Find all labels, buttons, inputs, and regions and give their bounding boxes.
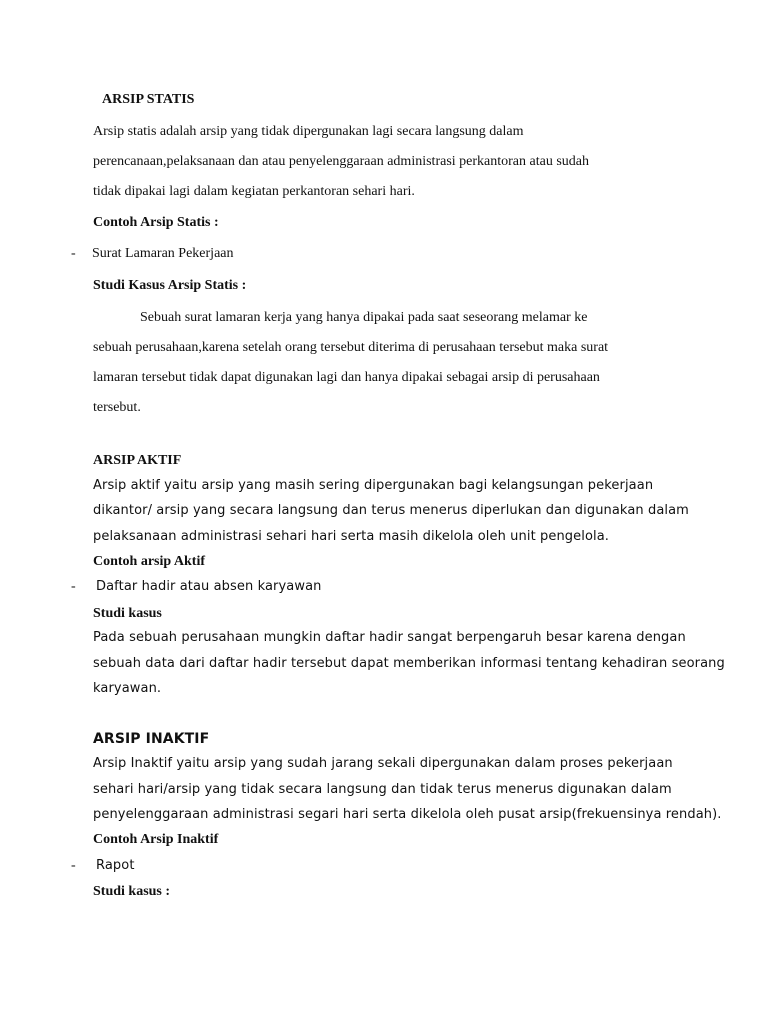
statis-case-heading: Studi Kasus Arsip Statis :: [93, 278, 247, 293]
statis-example-heading: Contoh Arsip Statis :: [93, 215, 219, 230]
inaktif-definition-line-3: penyelenggaraan administrasi segari hari serta dikelola oleh pusat arsip(frekuensinya rendah).: [93, 807, 722, 822]
aktif-case-line-3: karyawan.: [93, 681, 162, 696]
statis-case-line-4: tersebut.: [93, 400, 141, 415]
inaktif-example-item: Rapot: [96, 858, 135, 873]
aktif-case-heading: Studi kasus: [93, 606, 162, 621]
aktif-definition-line-2: dikantor/ arsip yang secara langsung dan terus menerus diperlukan dan digunakan dalam: [93, 503, 689, 518]
inaktif-definition-line-2: sehari hari/arsip yang tidak secara langsung dan tidak terus menerus digunakan dalam: [93, 782, 672, 797]
inaktif-definition-line-1: Arsip Inaktif yaitu arsip yang sudah jarang sekali dipergunakan dalam proses pekerjaan: [93, 756, 673, 771]
aktif-definition-line-1: Arsip aktif yaitu arsip yang masih sering dipergunakan bagi kelangsungan pekerjaan: [93, 478, 654, 493]
statis-definition-line-2: perencanaan,pelaksanaan dan atau penyelenggaraan administrasi perkantoran atau sudah: [93, 154, 589, 169]
bullet-dash: -: [71, 246, 76, 261]
statis-definition-line-3: tidak dipakai lagi dalam kegiatan perkantoran sehari hari.: [93, 184, 415, 199]
aktif-example-item: Daftar hadir atau absen karyawan: [96, 579, 322, 594]
statis-case-line-2: sebuah perusahaan,karena setelah orang tersebut diterima di perusahaan tersebut maka surat: [93, 340, 609, 355]
inaktif-case-heading: Studi kasus :: [93, 884, 171, 899]
section-heading-statis: ARSIP STATIS: [102, 92, 195, 107]
statis-case-line-3: lamaran tersebut tidak dapat digunakan lagi dan hanya dipakai sebagai arsip di perusahaan: [93, 370, 600, 385]
aktif-definition-line-3: pelaksanaan administrasi sehari hari serta masih dikelola oleh unit pengelola.: [93, 529, 610, 544]
aktif-example-heading: Contoh arsip Aktif: [93, 554, 206, 569]
statis-case-line-1: Sebuah surat lamaran kerja yang hanya dipakai pada saat seseorang melamar ke: [140, 310, 588, 325]
section-heading-aktif: ARSIP AKTIF: [93, 453, 182, 468]
statis-definition-line-1: Arsip statis adalah arsip yang tidak dipergunakan lagi secara langsung dalam: [93, 124, 524, 139]
section-heading-inaktif: ARSIP INAKTIF: [93, 731, 210, 747]
aktif-case-line-2: sebuah data dari daftar hadir tersebut dapat memberikan informasi tentang kehadiran seorang: [93, 656, 725, 671]
inaktif-example-heading: Contoh Arsip Inaktif: [93, 832, 219, 847]
aktif-case-line-1: Pada sebuah perusahaan mungkin daftar hadir sangat berpengaruh besar karena dengan: [93, 630, 686, 645]
statis-example-item: Surat Lamaran Pekerjaan: [92, 246, 234, 261]
bullet-dash: -: [71, 579, 76, 594]
bullet-dash: -: [71, 858, 76, 873]
